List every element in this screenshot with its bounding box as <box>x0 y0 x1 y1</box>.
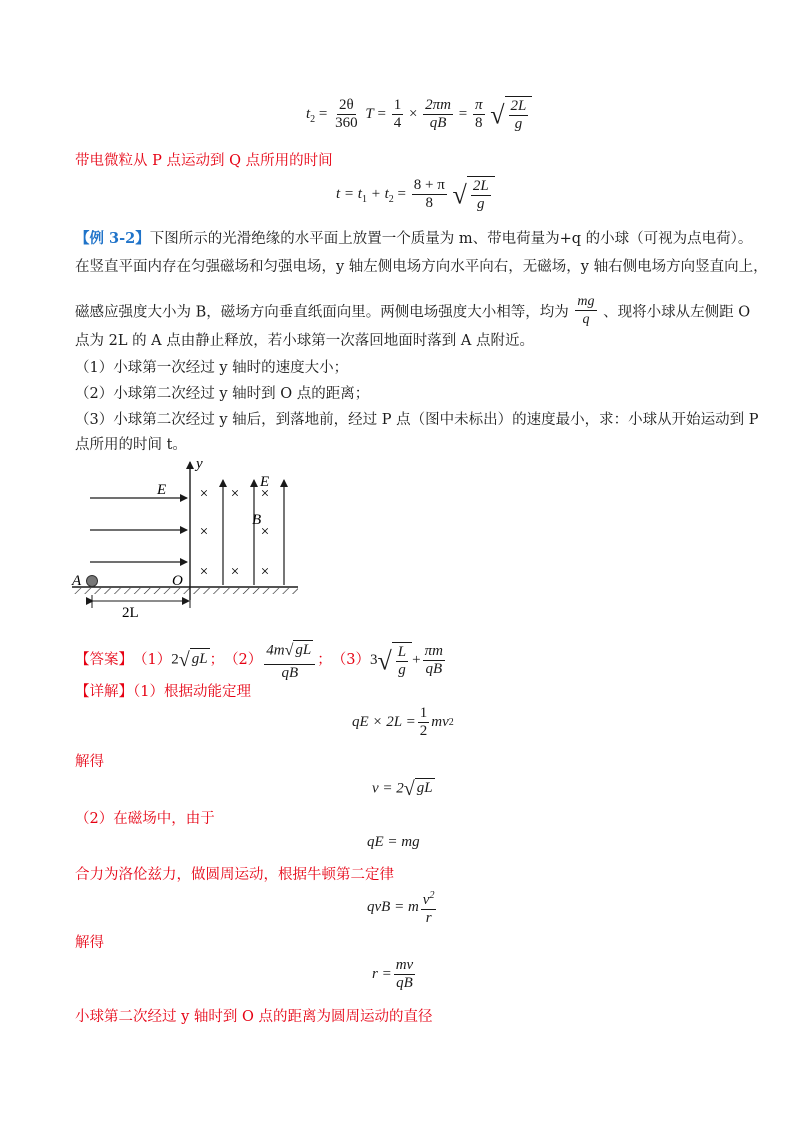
eq-subscript: 2 <box>310 113 316 125</box>
eq-symbol: T <box>365 105 374 122</box>
eq-symbol: t <box>306 105 311 122</box>
equation-t <box>336 176 495 213</box>
physics-diagram <box>60 450 320 625</box>
eq-sign: = <box>458 105 468 122</box>
cross-mark: × <box>260 524 270 540</box>
example-line-1 <box>75 230 752 248</box>
fraction: $\frac{2\theta}{360}$ <box>335 97 358 131</box>
cross-mark: × <box>260 486 270 502</box>
equation-newton: qvB = m $\frac{v^2}{r}$ <box>367 887 438 927</box>
detail-line-3: 合力为洛伦兹力，做圆周运动，根据牛顿第二定律 <box>75 867 394 883</box>
question-1: （1）小球第一次经过 y 轴时的速度大小； <box>75 360 349 376</box>
distance-label: 2L <box>122 605 139 621</box>
ball <box>87 576 98 587</box>
answer-1-math: 2√ gL <box>171 649 208 671</box>
detail-line-1: 【详解】（1）根据动能定理 <box>75 684 251 700</box>
equation-balance: qE = mg <box>367 834 420 850</box>
cross-mark: × <box>260 564 270 580</box>
equation-radius: r = $\frac{mv}{qB}$ <box>372 957 414 991</box>
e-field-label-left: E <box>157 482 167 498</box>
y-axis-label: y <box>196 456 203 472</box>
answer-tag: 【答案】 <box>75 652 133 668</box>
square-root: √ $\frac{2L}{g}$ <box>453 176 495 213</box>
cross-mark: × <box>199 564 209 580</box>
text-line: 带电微粒从 P 点运动到 Q 点所用的时间 <box>75 153 333 169</box>
eq-symbol: + t <box>366 185 389 202</box>
magnetic-crosses <box>200 486 269 580</box>
eq-sign: = <box>318 105 328 122</box>
text-jiede-2: 解得 <box>75 935 104 951</box>
cross-mark: × <box>230 564 240 580</box>
origin-label: O <box>172 573 183 589</box>
detail-tag: 【详解】 <box>75 684 133 700</box>
example-line-2: 在竖直平面内存在匀强磁场和匀强电场，y 轴左侧电场方向水平向右，无磁场，y 轴右侧电场方向竖直向上， <box>75 259 768 275</box>
example-text: 下图所示的光滑绝缘的水平面上放置一个质量为 m、带电荷量为+q 的小球（可视为点电荷）。 <box>149 231 753 247</box>
times-sign: × <box>408 105 418 122</box>
fraction: $\frac{8 + \pi}{8}$ <box>413 177 445 211</box>
example-line-4: 点为 2L 的 A 点由静止释放，若小球第一次落回地面时落到 A 点附近。 <box>75 333 534 349</box>
text-jiede-1: 解得 <box>75 754 104 770</box>
cross-mark: × <box>199 524 209 540</box>
cross-mark: × <box>199 486 209 502</box>
example-tag: 【例 3-2】 <box>75 230 150 247</box>
point-a-label: A <box>72 573 82 589</box>
answer-2-math: $\frac{4m√ gL}{qB}$ <box>264 638 315 682</box>
eq-sign: = <box>397 185 406 202</box>
fraction: $\frac{2\pi m}{qB}$ <box>425 97 452 131</box>
equation-velocity: v = 2√ gL <box>372 778 433 800</box>
detail-line-2: （2）在磁场中，由于 <box>75 811 215 827</box>
cross-mark: × <box>230 486 240 502</box>
detail-line-4: 小球第二次经过 y 轴时到 O 点的距离为圆周运动的直径 <box>75 1009 433 1025</box>
example-line-3: 磁感应强度大小为 B，磁场方向垂直纸面向里。两侧电场强度大小相等，均为 $\frac{mg}{q}$ 、现将小球从左侧距 O <box>75 294 751 327</box>
answer-3-math: 3 √ $\frac{L}{g}$ + $\frac{\pi m}{qB}$ <box>370 642 443 678</box>
question-3-line-2: 点所用的时间 t。 <box>75 437 187 453</box>
e-field-label-right: E <box>260 474 270 490</box>
question-2: （2）小球第二次经过 y 轴时到 O 点的距离； <box>75 386 370 402</box>
square-root: √ $\frac{2L}{g}$ <box>490 96 532 133</box>
b-field-label: B <box>252 512 262 528</box>
fraction: $\frac{1}{4}$ <box>393 97 402 131</box>
eq-symbol: t = t <box>336 185 362 202</box>
equation-t2 <box>306 96 532 133</box>
question-3-line-1: （3）小球第二次经过 y 轴后，到落地前，经过 P 点（图中未标出）的速度最小，求：小球从开始运动到 P <box>75 412 759 428</box>
fraction: $\frac{\pi}{8}$ <box>475 97 483 131</box>
ground-hatch <box>72 588 298 594</box>
equation-energy: qE × 2L = $\frac{1}{2}$ mv 2 <box>352 705 454 739</box>
eq-subscript: 2 <box>388 193 394 205</box>
fraction: $\frac{mg}{q}$ <box>577 294 595 327</box>
eq-subscript: 1 <box>361 193 367 205</box>
eq-sign: = <box>377 105 386 122</box>
answer-line: 【答案】 （1） 2√ gL ； （2） $\frac{4m√ gL}{qB}$ ； （3） 3 √ $\frac{L}{g}$ + $\frac{\pi m}{qB}$ <box>75 638 447 682</box>
